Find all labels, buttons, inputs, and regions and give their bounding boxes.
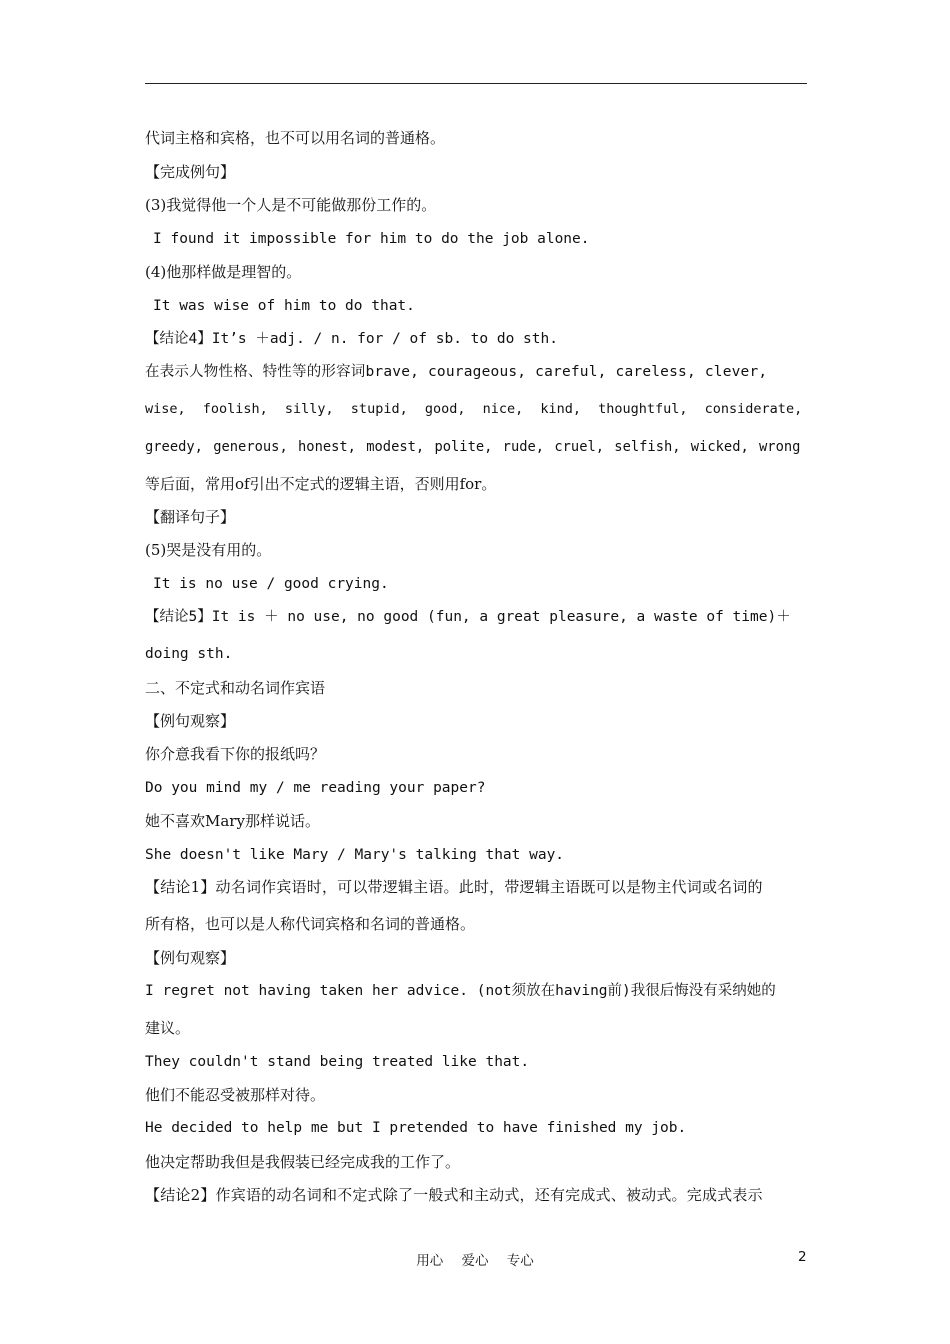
text-line: (5)哭是没有用的。 bbox=[145, 541, 272, 559]
conclusion-heading: 【结论5】It is ＋ no use, no good (fun, a great pleasure, a waste of time)＋ bbox=[145, 609, 791, 625]
text-line: (4)他那样做是理智的。 bbox=[145, 263, 302, 281]
text-line: greedy, generous, honest, modest, polite, rude, cruel, selfish, wicked, wrong bbox=[145, 439, 801, 455]
header-rule bbox=[145, 83, 807, 84]
example-sentence: It was wise of him to do that. bbox=[153, 298, 415, 314]
text-line: 她不喜欢Mary那样说话。 bbox=[145, 812, 320, 830]
footer-motto: 用心 爱心 专心 bbox=[416, 1253, 534, 1269]
conclusion-heading: 【结论1】动名词作宾语时，可以带逻辑主语。此时，带逻辑主语既可以是物主代词或名词的 bbox=[145, 878, 763, 896]
text-line: 他们不能忍受被那样对待。 bbox=[145, 1086, 326, 1104]
text-line: wise, foolish, silly, stupid, good, nice, kind, thoughtful, considerate, bbox=[145, 401, 803, 417]
text-line: doing sth. bbox=[145, 646, 233, 662]
text-line: 在表示人物性格、特性等的形容词brave, courageous, careful, careless, clever, bbox=[145, 364, 768, 380]
example-sentence: He decided to help me but I pretended to have finished my job. bbox=[145, 1120, 687, 1136]
section-heading: 【翻译句子】 bbox=[145, 508, 236, 526]
example-sentence: They couldn't stand being treated like that. bbox=[145, 1054, 530, 1070]
conclusion-heading: 【结论2】作宾语的动名词和不定式除了一般式和主动式，还有完成式、被动式。完成式表示 bbox=[145, 1186, 763, 1204]
section-heading: 【例句观察】 bbox=[145, 712, 236, 730]
text-line: 代词主格和宾格，也不可以用名词的普通格。 bbox=[145, 129, 446, 147]
conclusion-heading: 【结论4】It’s ＋adj. / n. for / of sb. to do sth. bbox=[145, 331, 558, 347]
section-heading: 【完成例句】 bbox=[145, 163, 236, 181]
text-line: (3)我觉得他一个人是不可能做那份工作的。 bbox=[145, 196, 437, 214]
example-sentence: Do you mind my / me reading your paper? bbox=[145, 780, 486, 796]
page-number: 2 bbox=[798, 1249, 807, 1265]
text-line: 他决定帮助我但是我假装已经完成我的工作了。 bbox=[145, 1153, 461, 1171]
example-sentence: It is no use / good crying. bbox=[153, 576, 389, 592]
text-line: 建议。 bbox=[145, 1019, 191, 1037]
example-sentence: I regret not having taken her advice. (not须放在having前)我很后悔没有采纳她的 bbox=[145, 983, 776, 999]
example-sentence: She doesn't like Mary / Mary's talking that way. bbox=[145, 847, 565, 863]
text-line: 你介意我看下你的报纸吗？ bbox=[145, 745, 326, 763]
section-heading: 【例句观察】 bbox=[145, 949, 236, 967]
text-line: 等后面，常用of引出不定式的逻辑主语，否则用for。 bbox=[145, 475, 497, 493]
example-sentence: I found it impossible for him to do the job alone. bbox=[153, 231, 590, 247]
section-title: 二、不定式和动名词作宾语 bbox=[145, 679, 326, 697]
text-line: 所有格，也可以是人称代词宾格和名词的普通格。 bbox=[145, 915, 476, 933]
